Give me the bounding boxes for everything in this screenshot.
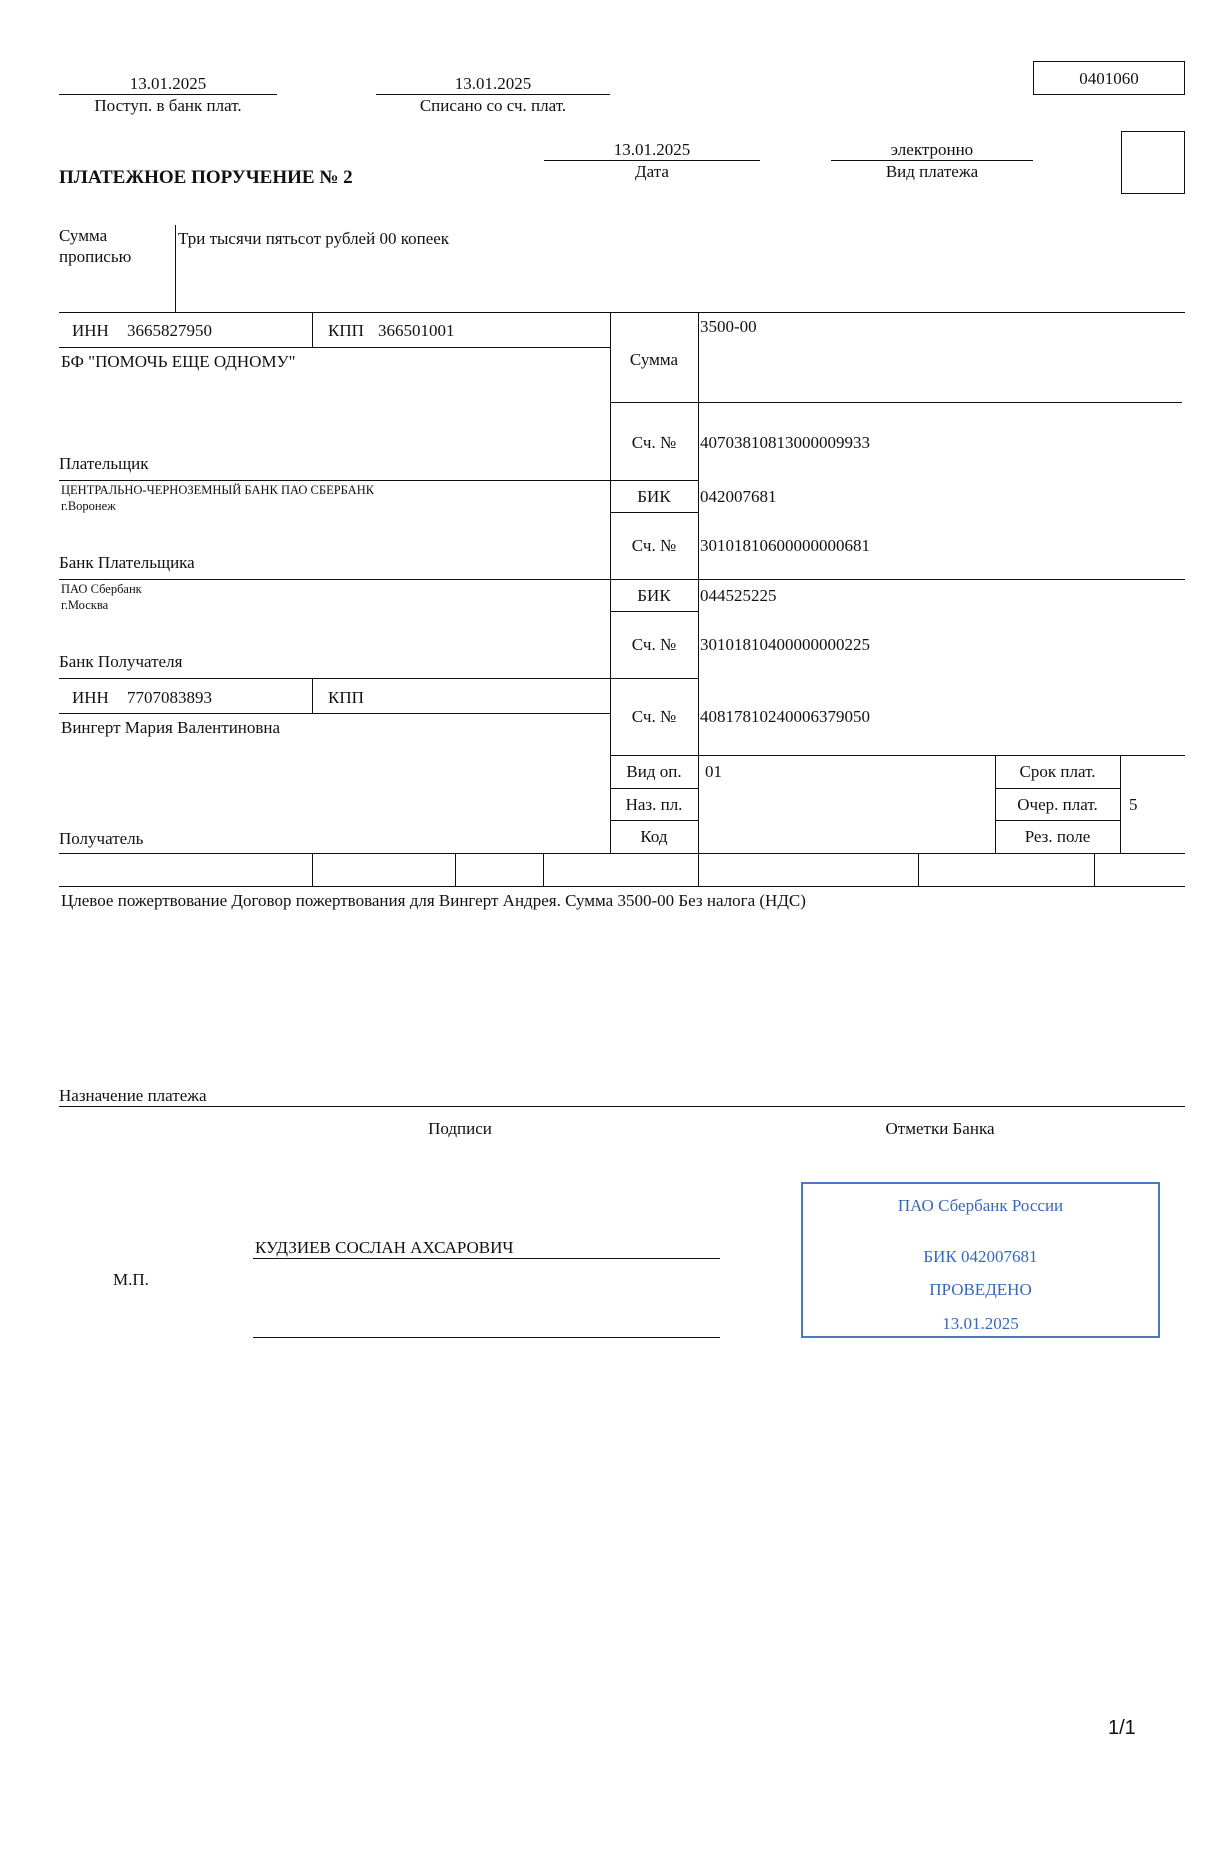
grid-line-top	[59, 312, 1185, 313]
amount-value: 3500-00	[700, 317, 757, 336]
payment-type: электронно	[890, 140, 974, 159]
payer-name: БФ "ПОМОЧЬ ЕЩЕ ОДНОМУ"	[61, 352, 296, 371]
recipient-bank-city: г.Москва	[61, 598, 109, 612]
purpose-bottom-line	[59, 1106, 1185, 1107]
page-number: 1/1	[1108, 1717, 1136, 1739]
ocher-line	[995, 820, 1120, 821]
order-title: ПЛАТЕЖНОЕ ПОРУЧЕНИЕ № 2	[59, 167, 353, 188]
ocher-value: 5	[1129, 795, 1138, 814]
order-date: 13.01.2025	[613, 140, 691, 159]
payer-label: Плательщик	[59, 454, 149, 473]
recipient-bank-account: 30101810400000000225	[700, 635, 870, 654]
grid-line-bottom	[59, 853, 1185, 854]
payer-bank-account-label: Сч. №	[631, 536, 677, 555]
vid-op-line	[610, 788, 698, 789]
order-date-line	[544, 160, 760, 161]
received-label: Поступ. в банк плат.	[94, 96, 242, 115]
tax-divider-5	[918, 853, 919, 886]
amount-words-value: Три тысячи пятьсот рублей 00 копеек	[178, 229, 450, 248]
tax-divider-1	[312, 853, 313, 886]
payment-type-label: Вид платежа	[885, 162, 979, 181]
signature-line-1	[253, 1258, 720, 1259]
signatures-label: Подписи	[428, 1119, 492, 1138]
recipient-kpp-label: КПП	[328, 688, 364, 707]
srok-label: Срок плат.	[1019, 762, 1096, 781]
recipient-label: Получатель	[59, 829, 144, 848]
tax-divider-4	[698, 853, 699, 886]
amount-words-divider	[175, 225, 176, 312]
recipient-bank-label: Банк Получателя	[59, 652, 183, 671]
payer-bank-city: г.Воронеж	[61, 499, 116, 513]
signer-name: КУДЗИЕВ СОСЛАН АХСАРОВИЧ	[255, 1238, 514, 1257]
status-box	[1121, 131, 1185, 194]
mp-label: М.П.	[113, 1270, 149, 1289]
recipient-bank-bik-label: БИК	[637, 586, 671, 605]
srok-column-right	[1120, 755, 1121, 853]
payer-kpp: 366501001	[378, 321, 455, 340]
form-code: 0401060	[1079, 69, 1139, 88]
amount-label: Сумма	[629, 350, 679, 369]
recipient-bank-account-label: Сч. №	[631, 635, 677, 654]
recipient-bank-name: ПАО Сбербанк	[61, 582, 142, 596]
recipient-inn-line	[59, 713, 610, 714]
recipient-bank-bik: 044525225	[700, 586, 777, 605]
tax-divider-3	[543, 853, 544, 886]
recipient-account: 40817810240006379050	[700, 707, 870, 726]
purpose-label: Назначение платежа	[59, 1086, 207, 1105]
tax-row-bottom-line	[59, 886, 1185, 887]
payer-bank-bottom-line	[59, 579, 1185, 580]
debited-label: Списано со сч. плат.	[419, 96, 567, 115]
purpose-text: Цлевое пожертвование Договор пожертвования для Вингерт Андрея. Сумма 3500-00 Без налога (НДС)	[61, 891, 806, 910]
payer-inn-line	[59, 347, 610, 348]
amount-words-label-2: прописью	[59, 247, 132, 266]
recipient-account-label: Сч. №	[631, 707, 677, 726]
payer-account: 40703810813000009933	[700, 433, 870, 452]
payer-bank-account: 30101810600000000681	[700, 536, 870, 555]
payer-bank-name: ЦЕНТРАЛЬНО-ЧЕРНОЗЕМНЫЙ БАНК ПАО СБЕРБАНК	[61, 483, 375, 497]
recipient-inn: 7707083893	[127, 688, 212, 707]
recipient-kpp-divider	[312, 678, 313, 713]
payer-bank-bik-label: БИК	[637, 487, 671, 506]
payment-type-line	[831, 160, 1033, 161]
naz-pl-label: Наз. пл.	[625, 795, 683, 814]
order-date-label: Дата	[635, 162, 669, 181]
payer-account-label: Сч. №	[631, 433, 677, 452]
srok-line	[995, 788, 1120, 789]
bank-stamp	[801, 1182, 1160, 1338]
recipient-name: Вингерт Мария Валентиновна	[61, 718, 281, 737]
debited-date: 13.01.2025	[454, 74, 532, 93]
tax-divider-6	[1094, 853, 1095, 886]
payer-inn-label: ИНН	[72, 321, 109, 340]
ocher-label: Очер. плат.	[1017, 795, 1098, 814]
naz-pl-line	[610, 820, 698, 821]
payer-kpp-label: КПП	[328, 321, 364, 340]
recipient-inn-label: ИНН	[72, 688, 109, 707]
recipient-account-bottom-line	[610, 755, 1185, 756]
payer-bank-bik: 042007681	[700, 487, 777, 506]
stamp-status: ПРОВЕДЕНО	[929, 1280, 1032, 1299]
debited-date-line	[376, 94, 610, 95]
signature-line-2	[253, 1337, 720, 1338]
received-date-line	[59, 94, 277, 95]
tax-divider-2	[455, 853, 456, 886]
payer-bottom-line	[59, 480, 698, 481]
payer-inn: 3665827950	[127, 321, 212, 340]
bik-1-line	[610, 512, 698, 513]
payer-kpp-divider	[312, 312, 313, 347]
amount-bottom-line	[610, 402, 1182, 403]
recipient-bank-bottom-line	[59, 678, 698, 679]
stamp-bank-name: ПАО Сбербанк России	[897, 1196, 1064, 1215]
kod-label: Код	[640, 827, 668, 846]
vid-op-label: Вид оп.	[626, 762, 682, 781]
label-column-right	[698, 312, 699, 853]
vid-op-value: 01	[705, 762, 722, 781]
payer-bank-label: Банк Плательщика	[59, 553, 195, 572]
received-date: 13.01.2025	[129, 74, 207, 93]
bik-2-line	[610, 611, 698, 612]
rez-label: Рез. поле	[1024, 827, 1091, 846]
bank-marks-label: Отметки Банка	[885, 1119, 995, 1138]
amount-words-label-1: Сумма	[59, 226, 108, 245]
stamp-date: 13.01.2025	[942, 1314, 1019, 1333]
stamp-bik: БИК 042007681	[923, 1247, 1038, 1266]
